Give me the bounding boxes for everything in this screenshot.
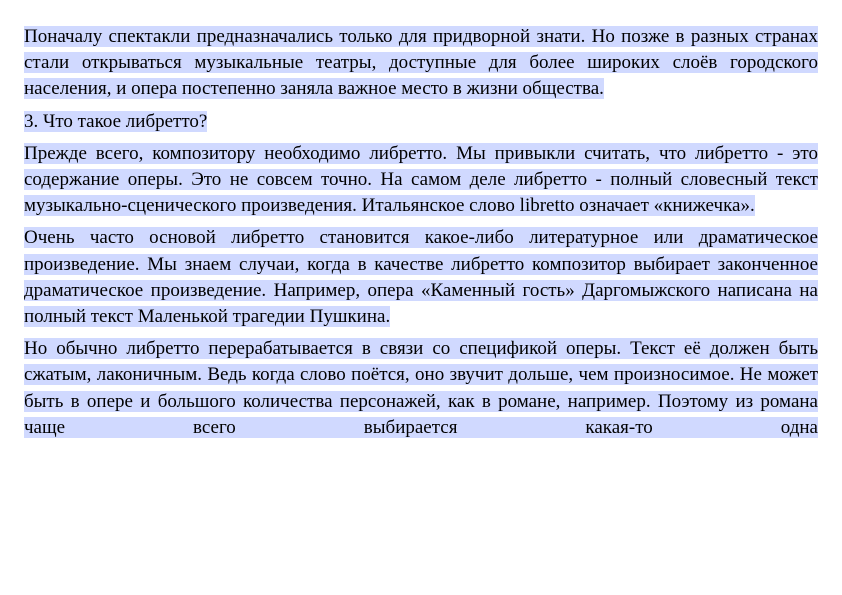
question-heading bbox=[24, 109, 818, 135]
paragraph-libretto-source-text: Очень часто основой либретто становится какое-либо литературное или драматическое произведение. Мы знаем случаи, когда в качестве либретто композитор выбирает законченное драматическое произведение. Например, опера «Каменный гость» Даргомыжского написана на полный текст Маленькой трагедии Пушкина. bbox=[24, 227, 818, 328]
paragraph-libretto-adaptation-text: Но обычно либретто перерабатывается в связи со спецификой оперы. Текст её должен быть сжатым, лаконичным. Ведь когда слово поётся, оно звучит дольше, чем произносимое. Не может быть в опере и большого количества персонажей, как в романе, например. Поэтому из романа чаще всего выбирается какая-то одна bbox=[24, 338, 818, 438]
question-heading-text: 3. Что такое либретто? bbox=[24, 110, 208, 132]
paragraph-opera-history-text: Поначалу спектакли предназначались только для придворной знати. Но позже в разных странах стали открываться музыкальные театры, доступные для более широких слоёв городского населения, и опера постепенно заняла важное место в жизни общества. bbox=[24, 26, 818, 100]
paragraph-opera-history bbox=[24, 24, 818, 103]
paragraph-libretto-source bbox=[24, 225, 818, 330]
text-body bbox=[24, 24, 818, 441]
paragraph-libretto-definition bbox=[24, 141, 818, 220]
paragraph-libretto-adaptation bbox=[24, 336, 818, 441]
paragraph-libretto-definition-text: Прежде всего, композитору необходимо либретто. Мы привыкли считать, что либретто - это содержание оперы. Это не совсем точно. На самом деле либретто - полный словесный текст музыкально-сценического произведения. Итальянское слово libretto означает «книжечка». bbox=[24, 142, 818, 217]
